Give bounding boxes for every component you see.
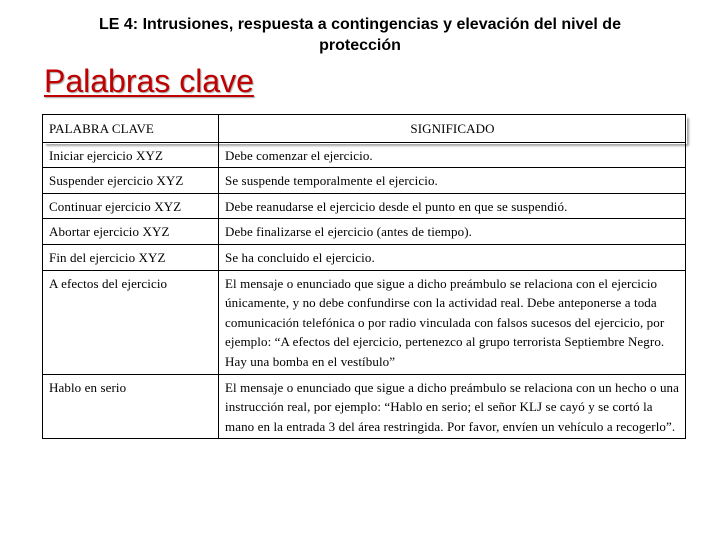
term-cell: Hablo en serio [43,374,219,439]
term-cell: Fin del ejercicio XYZ [43,244,219,270]
term-cell: Abortar ejercicio XYZ [43,219,219,245]
meaning-cell: Se suspende temporalmente el ejercicio. [219,168,686,194]
table-row [43,374,686,439]
term-cell: Suspender ejercicio XYZ [43,168,219,194]
table-row [43,219,686,245]
meaning-cell: El mensaje o enunciado que sigue a dicho preámbulo se relaciona con el ejercicio únicamente, y no debe confundirse con la actividad real. Debe anteponerse a toda comunicación telefónica o por radio vinculada con falsos sucesos del ejercicio, por ejemplo: “A efectos del ejercicio, pertenezco al grupo terrorista Septiembre Negro. Hay una bomba en el vestíbulo” [219,270,686,374]
table-row [43,270,686,374]
column-header-keyword: PALABRA CLAVE [43,115,219,143]
table-row [43,244,686,270]
meaning-cell: El mensaje o enunciado que sigue a dicho preámbulo se relaciona con un hecho o una instrucción real, por ejemplo: “Hablo en serio; el señor KLJ se cayó y se cortó la mano en la entrada 3 del área restringida. Por favor, envíen un vehículo a recogerlo”. [219,374,686,439]
table-row [43,142,686,168]
term-cell: Iniciar ejercicio XYZ [43,142,219,168]
meaning-cell: Debe reanudarse el ejercicio desde el punto en que se suspendió. [219,193,686,219]
slide-header [40,14,680,56]
column-header-meaning: SIGNIFICADO [219,115,686,143]
header-line-2: protección [319,37,401,54]
meaning-cell: Debe finalizarse el ejercicio (antes de tiempo). [219,219,686,245]
meaning-cell: Debe comenzar el ejercicio. [219,142,686,168]
table-row [43,193,686,219]
keywords-table [42,114,686,439]
table-row [43,168,686,194]
meaning-cell: Se ha concluido el ejercicio. [219,244,686,270]
term-cell: Continuar ejercicio XYZ [43,193,219,219]
table-header-row [43,115,686,143]
term-cell: A efectos del ejercicio [43,270,219,374]
section-title: Palabras clave [44,63,254,99]
header-line-1: LE 4: Intrusiones, respuesta a contingencias y elevación del nivel de [99,16,621,33]
